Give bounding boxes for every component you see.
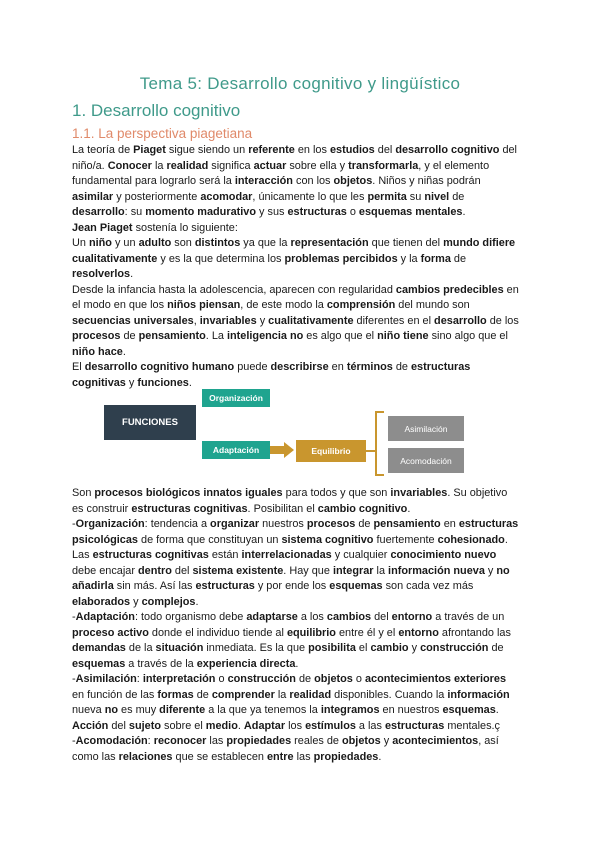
bold-term: complejos [141, 595, 196, 608]
text-run: niño/a. [72, 159, 108, 172]
text-run: sin más. Así las [113, 580, 196, 592]
text-run: es algo que el [303, 330, 378, 342]
bold-term: reconocer [153, 735, 207, 747]
text-run: y [408, 642, 421, 654]
text-run: , y el elemento [418, 159, 490, 172]
text-run: ya que la [240, 237, 291, 249]
bold-term: niño hace [72, 345, 123, 358]
bold-term: información nueva [388, 564, 485, 577]
bold-term: realidad [289, 688, 332, 701]
text-run: reales de [291, 735, 342, 747]
text-run: debe encajar [72, 564, 138, 577]
text-run: y por ende los [254, 580, 330, 592]
text-run: que tienen del [368, 237, 444, 249]
document-title: Tema 5: Desarrollo cognitivo y lingüístico [139, 74, 461, 93]
text-run: y la [397, 252, 421, 265]
text-run: , así [478, 735, 499, 747]
subsection-heading: 1.1. La perspectiva piagetiana [72, 126, 253, 141]
text-run: de [295, 673, 315, 685]
text-line [72, 548, 532, 564]
text-run: la [274, 688, 290, 701]
bold-term: demandas [72, 642, 126, 654]
bold-term: distintos [194, 237, 241, 249]
bold-term: niño tiene [377, 330, 429, 342]
bold-term: no [496, 564, 510, 577]
text-run: : todo organismo debe [134, 611, 247, 623]
text-run: en [328, 361, 347, 373]
text-line [72, 564, 532, 580]
bold-term: acontecimientos exteriores [364, 673, 507, 685]
acomodacion-box: Acomodación [388, 448, 464, 473]
bold-term: construcción [420, 642, 489, 654]
text-run: Desde la infancia hasta la adolescencia, aparecen con regularidad [72, 283, 396, 296]
text-run: Son [72, 487, 95, 499]
text-run: del [374, 144, 396, 156]
bold-term: comprender [211, 688, 275, 701]
adaptacion-box: Adaptación [202, 441, 270, 459]
bold-term: interrelacionadas [241, 549, 332, 561]
text-line [72, 703, 532, 719]
bold-term: estudios [329, 144, 375, 156]
text-line [72, 174, 532, 190]
text-run: en los [294, 144, 330, 156]
bold-term: comprensión [326, 299, 396, 311]
bold-term: procesos biológicos innatos iguales [94, 487, 283, 499]
bold-term: conocimiento nuevo [390, 549, 497, 561]
text-run: o [346, 206, 359, 218]
text-run: La teoría de [72, 144, 134, 156]
bold-term: estructuras cognitivas [92, 549, 209, 561]
text-run: sigue siendo un [165, 144, 249, 156]
text-run: afrontando las [438, 626, 511, 639]
bold-term: entre [266, 750, 294, 763]
text-run: la [151, 159, 167, 172]
bold-term: adulto [138, 237, 172, 249]
bold-term: pensamiento [373, 518, 441, 530]
text-run: inmediata. Es la que [203, 642, 309, 654]
bold-term: situación [155, 642, 204, 654]
bold-term: entorno [398, 626, 439, 639]
text-run: - [72, 673, 76, 685]
text-run: de [193, 688, 212, 701]
bold-term: estructuras cognitivas [131, 502, 248, 515]
bold-term: invariables [390, 487, 448, 499]
bold-term: esquemas [72, 657, 126, 670]
bold-term: psicológicas [72, 533, 138, 546]
bold-term: Conocer [107, 159, 152, 172]
text-run: . Niños y niñas podrán [372, 175, 481, 187]
bold-term: inteligencia no [227, 330, 304, 342]
text-line [72, 486, 532, 502]
bold-term: problemas percibidos [284, 252, 398, 265]
text-run: . [122, 345, 126, 358]
text-line [72, 190, 532, 206]
text-run: . [407, 502, 411, 515]
bold-term: estructuras [195, 580, 255, 592]
text-run: su [406, 190, 425, 203]
text-line [72, 221, 532, 237]
text-run: de [355, 518, 374, 530]
bold-term: medio [205, 719, 238, 732]
text-run: a través de la [125, 657, 197, 670]
text-run: están [208, 549, 242, 561]
text-run: sobre el [160, 719, 206, 732]
text-run: de forma que constituyan un [137, 533, 282, 546]
text-run: las [206, 735, 227, 747]
text-run: en función de las [72, 688, 158, 701]
text-line [72, 502, 532, 518]
bold-term: sistema cognitivo [281, 533, 374, 546]
bold-term: Piaget [133, 144, 166, 156]
bold-term: esquemas [329, 580, 383, 592]
text-run: del [108, 719, 129, 732]
text-run: en nuestros [379, 704, 443, 716]
text-line [72, 517, 532, 533]
text-run: o [215, 673, 228, 685]
text-run: : [147, 735, 154, 747]
bold-term: secuencias universales [72, 314, 194, 327]
text-run: del [371, 611, 392, 623]
bold-term: procesos [72, 330, 121, 342]
text-run: . [295, 657, 299, 670]
bold-term: asimilar [72, 190, 114, 203]
text-run: el [355, 642, 371, 654]
text-run: a los [297, 611, 327, 623]
text-run: . [378, 750, 382, 763]
text-run: significa [208, 159, 254, 172]
text-run: . [130, 268, 134, 280]
bold-term: Asimilación [75, 673, 137, 685]
paragraph-block-intro [72, 143, 532, 391]
text-line [72, 672, 532, 688]
bold-term: estímulos [305, 719, 356, 732]
text-run: de la [125, 642, 156, 654]
bold-term: representación [290, 237, 369, 249]
bold-term: cambio [370, 642, 409, 654]
text-line [72, 626, 532, 642]
bold-term: esquemas [442, 704, 496, 716]
text-run: y sus [256, 206, 288, 218]
text-run: . [195, 595, 199, 608]
bold-term: añadirla [72, 580, 114, 592]
bold-term: describirse [270, 361, 329, 373]
text-run: y [256, 314, 269, 327]
text-run: . Hay que [283, 564, 333, 577]
text-line [72, 329, 532, 345]
text-run: , [193, 314, 200, 327]
text-run: , únicamente lo que les [252, 190, 368, 203]
text-run: , de este modo la [240, 299, 327, 311]
text-run: donde el individuo tiende al [148, 626, 287, 639]
text-run: Un [72, 237, 89, 249]
funciones-box: FUNCIONES [104, 405, 196, 440]
bold-term: cambio cognitivo [317, 502, 408, 515]
bracket-icon [376, 412, 384, 475]
bold-term: proceso activo [72, 626, 149, 639]
text-run: entre él y el [335, 626, 399, 639]
text-run: . Posibilitan el [247, 502, 318, 515]
bold-term: posibilita [308, 642, 356, 654]
text-run: : [136, 673, 143, 685]
bold-term: Acomodación [75, 735, 148, 747]
bold-term: términos [346, 361, 393, 373]
text-line [72, 595, 532, 611]
bold-term: cambios [326, 611, 372, 623]
text-line [72, 252, 532, 268]
bold-term: desarrollo cognitivo [395, 144, 500, 156]
text-run: nueva [72, 704, 105, 716]
text-run: de los [486, 314, 519, 327]
asimilacion-box: Asimilación [388, 416, 464, 441]
bold-term: referente [248, 144, 295, 156]
bold-term: propiedades [226, 735, 292, 747]
bold-term: actuar [253, 159, 287, 172]
text-line [72, 267, 532, 283]
text-run: del [499, 144, 517, 156]
text-run: nuestros [259, 518, 307, 530]
bold-term: cognitivas [72, 376, 126, 389]
bold-term: niño [88, 237, 112, 249]
text-run: son cada vez más [382, 580, 474, 592]
bold-term: nivel [424, 190, 450, 203]
text-run: fundamental para lograrlo será la [72, 175, 235, 187]
bold-term: desarrollo [434, 314, 487, 327]
bold-term: elaborados [72, 595, 131, 608]
text-line [72, 533, 532, 549]
text-run: de [450, 252, 467, 265]
text-run: mentales.ç [444, 719, 500, 732]
text-run: a través de un [432, 611, 505, 623]
bold-term: cualitativamente [72, 252, 158, 265]
text-run: . Su objetivo [447, 487, 508, 499]
bold-term: estructuras [384, 719, 445, 732]
bold-term: interacción [234, 175, 293, 187]
bold-term: procesos [306, 518, 356, 530]
text-run: las [293, 750, 314, 763]
text-run: y posteriormente [113, 190, 201, 203]
text-run: del mundo son [395, 299, 470, 311]
bold-term: Acción [72, 719, 109, 732]
bold-term: Adaptar [243, 719, 286, 732]
text-run: a la que ya tenemos la [205, 704, 321, 716]
bold-term: acontecimientos [392, 735, 479, 747]
text-run: - [72, 735, 76, 747]
text-run: y un [111, 237, 139, 249]
bold-term: Organización [75, 518, 145, 530]
text-run: para todos y que son [282, 487, 391, 499]
text-run: y [380, 735, 393, 747]
text-line [72, 283, 532, 299]
text-run: : tendencia a [144, 518, 211, 530]
bold-term: no [104, 704, 119, 716]
bold-term: estructuras [411, 361, 471, 373]
text-run: y [130, 595, 142, 608]
bold-term: diferente [159, 704, 206, 716]
text-run: en [440, 518, 459, 530]
text-run: en [503, 283, 519, 296]
text-run: : su [124, 206, 146, 218]
bold-term: funciones [137, 376, 189, 389]
text-run: - [72, 518, 76, 530]
bold-term: resolverlos [72, 268, 131, 280]
organizacion-box: Organización [202, 389, 270, 407]
bold-term: equilibrio [286, 626, 336, 639]
bold-term: mundo difiere [443, 237, 516, 249]
bold-term: niños piensan [167, 299, 241, 311]
bold-term: experiencia directa [196, 657, 296, 670]
text-line [72, 641, 532, 657]
text-run: diferentes en el [353, 314, 435, 327]
text-run: de [449, 190, 465, 203]
bold-term: sistema existente [192, 564, 284, 577]
bold-term: momento madurativo [145, 206, 256, 218]
text-run: de [392, 361, 411, 373]
bold-term: objetos [342, 735, 381, 747]
text-run: El [72, 361, 85, 373]
bold-term: dentro [138, 564, 172, 577]
bold-term: sujeto [128, 719, 161, 732]
text-line [72, 719, 532, 735]
bold-term: objetos [333, 175, 373, 187]
text-run: a las [355, 719, 385, 732]
bold-term: información [447, 688, 510, 701]
text-run: es muy [118, 704, 160, 716]
bold-term: forma [420, 252, 451, 265]
paragraph-block-functions [72, 486, 532, 765]
bold-term: pensamiento [138, 330, 206, 342]
text-run: . [188, 376, 192, 389]
bold-term: cohesionado [437, 533, 505, 546]
text-run: puede [234, 361, 271, 373]
bold-term: objetos [314, 673, 353, 685]
text-line [72, 205, 532, 221]
text-run: . [495, 704, 499, 716]
text-run: sostenía lo siguiente: [132, 221, 238, 234]
text-line [72, 159, 532, 175]
text-run: Las [72, 549, 93, 561]
text-run: y [125, 376, 138, 389]
text-run: . [237, 719, 244, 732]
bold-term: interpretación [142, 673, 216, 685]
text-line [72, 143, 532, 159]
bold-term: cambios predecibles [395, 283, 504, 296]
bold-term: estructuras [287, 206, 347, 218]
text-run: . [504, 533, 508, 546]
text-run: disponibles. Cuando la [331, 688, 448, 701]
text-run: y es la que determina los [157, 252, 285, 265]
text-run: . [462, 206, 466, 218]
text-run: . La [205, 330, 227, 342]
text-run: sobre ella y [286, 159, 349, 172]
text-run: y [484, 564, 497, 577]
bold-term: acomodar [200, 190, 253, 203]
bold-term: integrar [332, 564, 374, 577]
text-run: y cualquier [331, 549, 391, 561]
bold-term: relaciones [118, 750, 173, 763]
text-run: - [72, 611, 76, 623]
text-run: con los [292, 175, 334, 187]
text-run: es construir [72, 502, 132, 515]
text-line [72, 236, 532, 252]
text-run: de [120, 330, 139, 342]
bold-term: desarrollo cognitivo humano [84, 361, 235, 373]
bold-term: adaptarse [246, 611, 298, 623]
bold-term: permita [367, 190, 407, 203]
bold-term: Adaptación [75, 611, 135, 623]
text-run: la [373, 564, 389, 577]
bold-term: transformarla [348, 159, 419, 172]
bold-term: construcción [227, 673, 296, 685]
text-run: de [488, 642, 504, 654]
text-line [72, 610, 532, 626]
bold-term: organizar [210, 518, 260, 530]
text-run: fuertemente [373, 533, 438, 546]
bold-term: realidad [166, 159, 209, 172]
text-run: o [352, 673, 365, 685]
bold-term: desarrollo [72, 206, 125, 218]
bold-term: integramos [320, 704, 380, 716]
bold-term: esquemas mentales [358, 206, 463, 218]
bold-term: formas [157, 688, 194, 701]
arrow-to-equilibrio [270, 442, 294, 458]
text-line [72, 750, 532, 766]
bold-term: propiedades [313, 750, 379, 763]
section-heading: 1. Desarrollo cognitivo [72, 101, 241, 120]
text-line [72, 734, 532, 750]
bold-term: entorno [391, 611, 433, 623]
equilibrio-box: Equilibrio [296, 440, 366, 462]
text-line [72, 298, 532, 314]
text-line [72, 579, 532, 595]
functions-diagram [104, 385, 474, 480]
text-line [72, 345, 532, 361]
text-run: que se establecen [172, 750, 267, 763]
text-run: el modo en que los [72, 299, 168, 311]
bold-term: invariables [199, 314, 257, 327]
text-run: los [285, 719, 306, 732]
bold-term: estructuras [458, 518, 519, 530]
text-line [72, 657, 532, 673]
bold-term: cualitativamente [268, 314, 354, 327]
text-line [72, 314, 532, 330]
text-line [72, 688, 532, 704]
bold-term: Jean Piaget [72, 221, 133, 234]
text-run: del [171, 564, 193, 577]
text-run: son [171, 237, 195, 249]
text-run: sino algo que el [428, 330, 508, 342]
text-line [72, 360, 532, 376]
text-run: como las [72, 750, 119, 763]
